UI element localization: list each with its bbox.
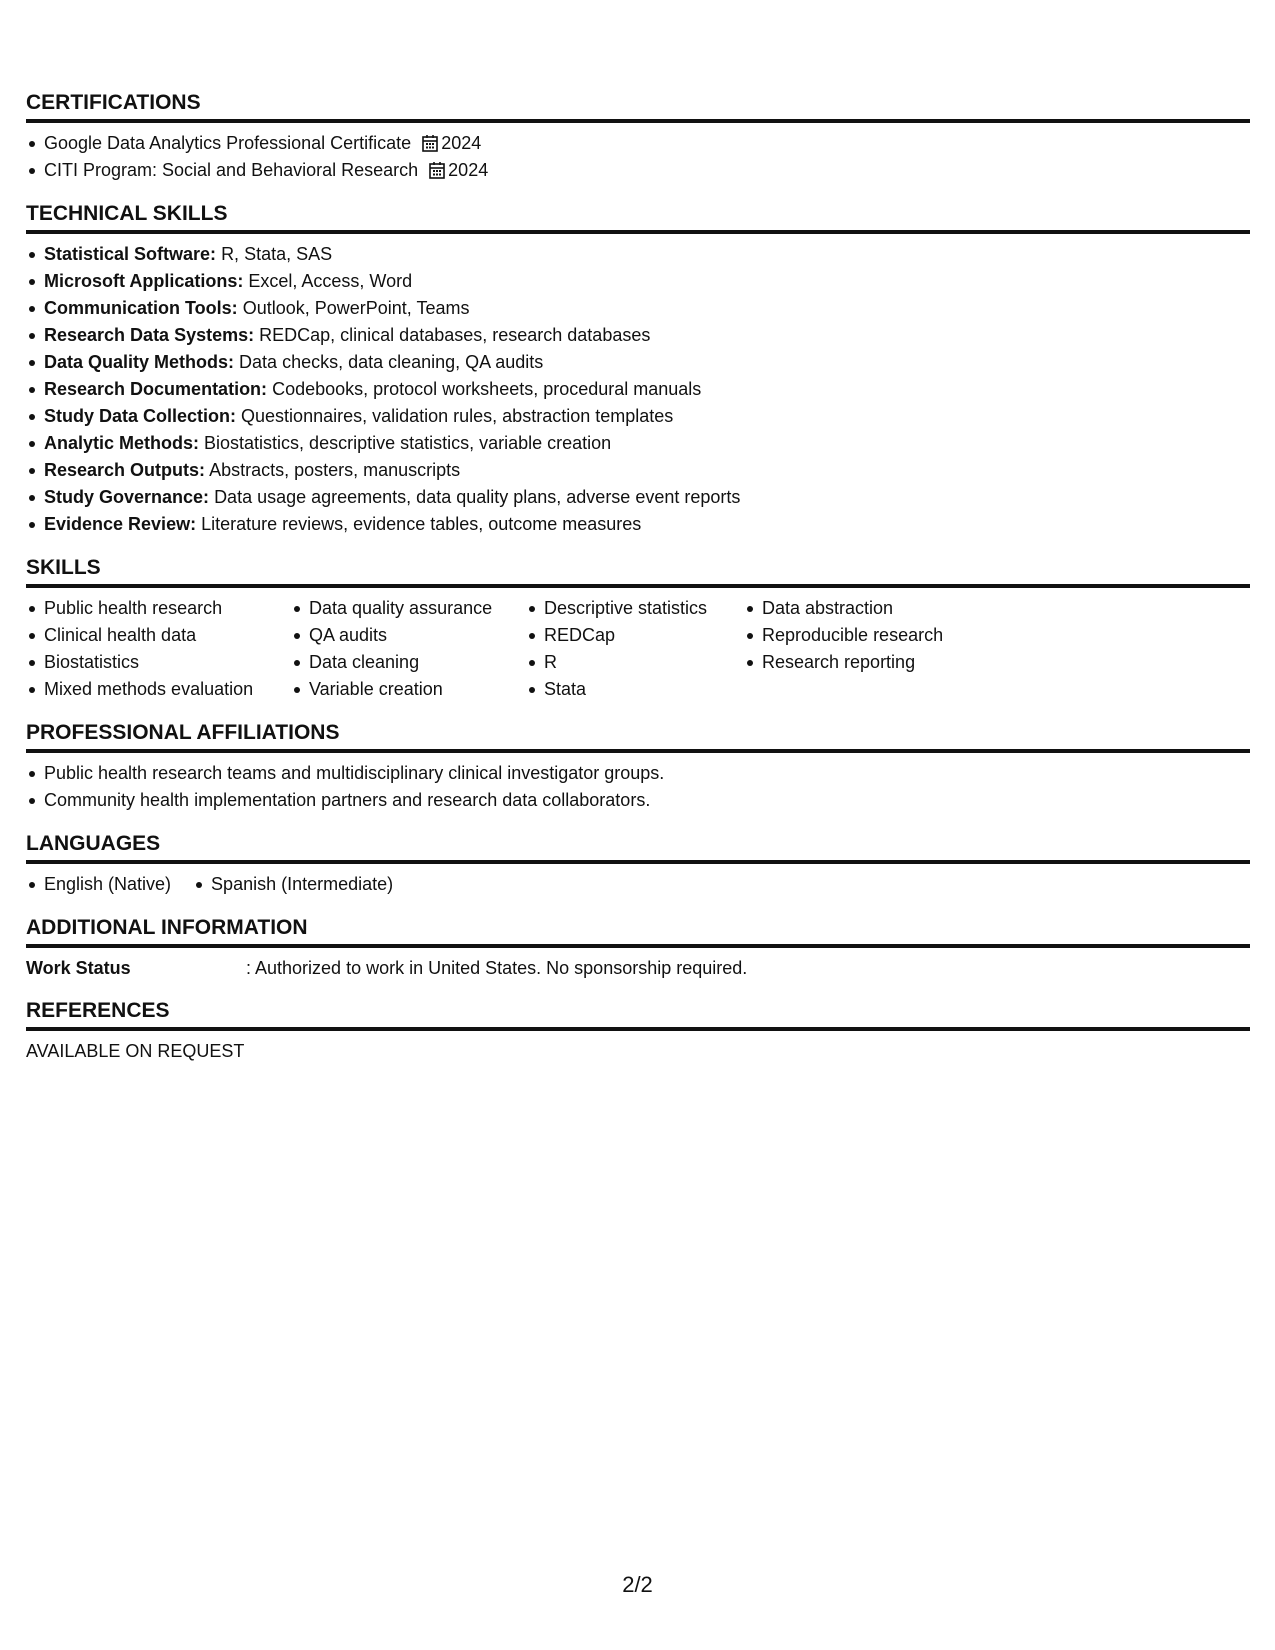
list-item [26,376,1250,403]
skill-value: Data usage agreements, data quality plans, adverse event reports [214,487,741,507]
section-title: REFERENCES [26,998,1250,1031]
certifications-section [26,90,1250,184]
section-title: SKILLS [26,555,1250,588]
skill-value: Excel, Access, Word [248,271,413,291]
skill-value: Questionnaires, validation rules, abstraction templates [241,406,674,426]
work-status-row [26,955,1250,982]
skill-label: Analytic Methods: [44,433,200,453]
work-status-value: : Authorized to work in United States. No sponsorship required. [246,958,748,978]
list-item [26,322,1250,349]
list-item: Descriptive statistics [526,595,744,622]
list-item [26,295,1250,322]
skills-column [291,595,526,703]
list-item: Research reporting [744,649,1004,676]
list-item: Biostatistics [26,649,291,676]
skill-value: Data checks, data cleaning, QA audits [239,352,544,372]
references-text: AVAILABLE ON REQUEST [26,1041,245,1061]
list-item: Data cleaning [291,649,526,676]
list-item [26,484,1250,511]
section-title: LANGUAGES [26,831,1250,864]
certification-name: CITI Program: Social and Behavioral Research [44,160,419,180]
list-item: Data abstraction [744,595,1004,622]
list-item [26,241,1250,268]
skill-label: Evidence Review: [44,514,197,534]
section-title: ADDITIONAL INFORMATION [26,915,1250,948]
additional-info-section [26,915,1250,982]
skill-label: Study Data Collection: [44,406,237,426]
certification-year: 2024 [441,133,482,153]
skill-label: Study Governance: [44,487,210,507]
certification-name: Google Data Analytics Professional Certificate [44,133,412,153]
section-title: CERTIFICATIONS [26,90,1250,123]
list-item: Data quality assurance [291,595,526,622]
list-item [26,157,1250,184]
list-item: R [526,649,744,676]
languages-section [26,831,1250,898]
skill-label: Research Documentation: [44,379,268,399]
list-item [26,130,1250,157]
skill-label: Microsoft Applications: [44,271,244,291]
list-item: English (Native) [26,871,171,898]
work-status-label: Work Status [26,958,131,978]
languages-list [26,871,1250,898]
skill-label: Research Data Systems: [44,325,255,345]
calendar-icon [429,161,445,179]
list-item [26,457,1250,484]
skill-value: Literature reviews, evidence tables, outcome measures [201,514,642,534]
list-item [26,511,1250,538]
list-item [26,268,1250,295]
skill-label: Communication Tools: [44,298,238,318]
list-item: Public health research teams and multidisciplinary clinical investigator groups. [26,760,1250,787]
list-item: Stata [526,676,744,703]
list-item: Spanish (Intermediate) [193,871,393,898]
skill-value: Outlook, PowerPoint, Teams [242,298,470,318]
references-section [26,998,1250,1065]
skill-value: Biostatistics, descriptive statistics, variable creation [204,433,612,453]
skill-label: Data Quality Methods: [44,352,235,372]
list-item: QA audits [291,622,526,649]
technical-skills-list [26,241,1250,538]
page-number: 2/2 [622,1572,653,1597]
skills-section [26,555,1250,703]
list-item: Mixed methods evaluation [26,676,291,703]
certifications-list [26,130,1250,184]
skill-value: Codebooks, protocol worksheets, procedural manuals [272,379,702,399]
list-item: REDCap [526,622,744,649]
affiliations-list [26,760,1250,814]
list-item: Community health implementation partners and research data collaborators. [26,787,1250,814]
list-item: Clinical health data [26,622,291,649]
skills-column [744,595,1004,703]
certification-year: 2024 [448,160,489,180]
list-item: Public health research [26,595,291,622]
section-title: PROFESSIONAL AFFILIATIONS [26,720,1250,753]
list-item [26,403,1250,430]
skills-columns [26,595,1250,703]
skill-value: Abstracts, posters, manuscripts [209,460,461,480]
skill-label: Research Outputs: [44,460,206,480]
list-item [26,349,1250,376]
skills-column [526,595,744,703]
section-title: TECHNICAL SKILLS [26,201,1250,234]
skills-column [26,595,291,703]
list-item [26,430,1250,457]
skill-value: R, Stata, SAS [221,244,333,264]
skill-label: Statistical Software: [44,244,217,264]
list-item: Reproducible research [744,622,1004,649]
list-item: Variable creation [291,676,526,703]
affiliations-section [26,720,1250,814]
calendar-icon [422,134,438,152]
skill-value: REDCap, clinical databases, research databases [259,325,651,345]
technical-skills-section [26,201,1250,538]
